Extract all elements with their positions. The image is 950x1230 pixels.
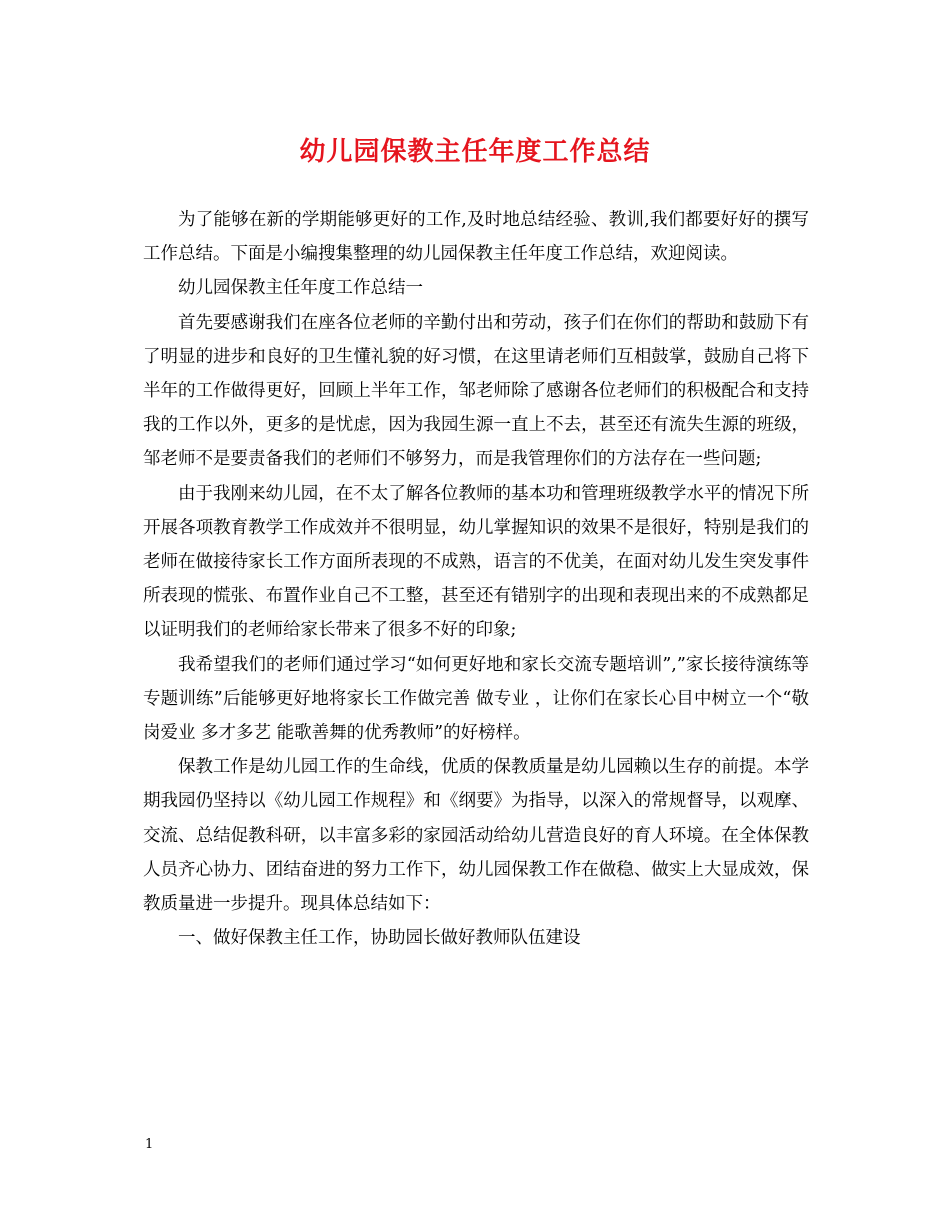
paragraph-subheading: 一、做好保教主任工作，协助园长做好教师队伍建设 — [178, 928, 581, 949]
paragraph-thanks: 首先要感谢我们在座各位老师的辛勤付出和劳动，孩子们在你们的帮助和鼓励下有了明显的进步和良好的卫生懂礼貌的好习惯，在这里请老师们互相鼓掌，鼓励自己将下半年的工作做得更好，回顾上半年工作，邹老师除了感谢各位老师们的积极配合和支持我的工作以外，更多的是忧虑，因为我园生源一直上不去，甚至还有流失生源的班级，邹老师不是要责备我们的老师们不够努力，而是我管理你们的方法存在一些问题; — [143, 312, 809, 470]
paragraph-problems: 由于我刚来幼儿园，在不太了解各位教师的基本功和管理班级教学水平的情况下所开展各项教育教学工作成效并不很明显，幼儿掌握知识的效果不是很好，特别是我们的老师在做接待家长工作方面所表现的不成熟，语言的不优美，在面对幼儿发生突发事件所表现的慌张、布置作业自己不工整，甚至还有错别字的出现和表现出来的不成熟都足以证明我们的老师给家长带来了很多不好的印象; — [143, 483, 809, 641]
paragraph-hopes: 我希望我们的老师们通过学习“如何更好地和家长交流专题培训”,”家长接待演练等专题训练”后能够更好地将家长工作做完善 做专业 ，让你们在家长心目中树立一个“敬岗爱业 多才多艺 能歌善舞的优秀教师”的好榜样。 — [143, 654, 809, 744]
paragraph-section-heading: 幼儿园保教主任年度工作总结一 — [178, 278, 423, 299]
paragraph-overview: 保教工作是幼儿园工作的生命线，优质的保教质量是幼儿园赖以生存的前提。本学期我园仍坚持以《幼儿园工作规程》和《纲要》为指导，以深入的常规督导，以观摩、交流、总结促教科研，以丰富多彩的家园活动给幼儿营造良好的育人环境。在全体保教人员齐心协力、团结奋进的努力工作下，幼儿园保教工作在做稳、做实上大显成效，保教质量进一步提升。现具体总结如下： — [143, 757, 809, 915]
document-title: 幼儿园保教主任年度工作总结 — [299, 137, 651, 167]
page-number: 1 — [145, 1137, 154, 1152]
document-body — [143, 203, 809, 955]
paragraph-intro: 为了能够在新的学期能够更好的工作,及时地总结经验、教训,我们都要好好的撰写工作总结。下面是小编搜集整理的幼儿园保教主任年度工作总结，欢迎阅读。 — [143, 210, 809, 265]
